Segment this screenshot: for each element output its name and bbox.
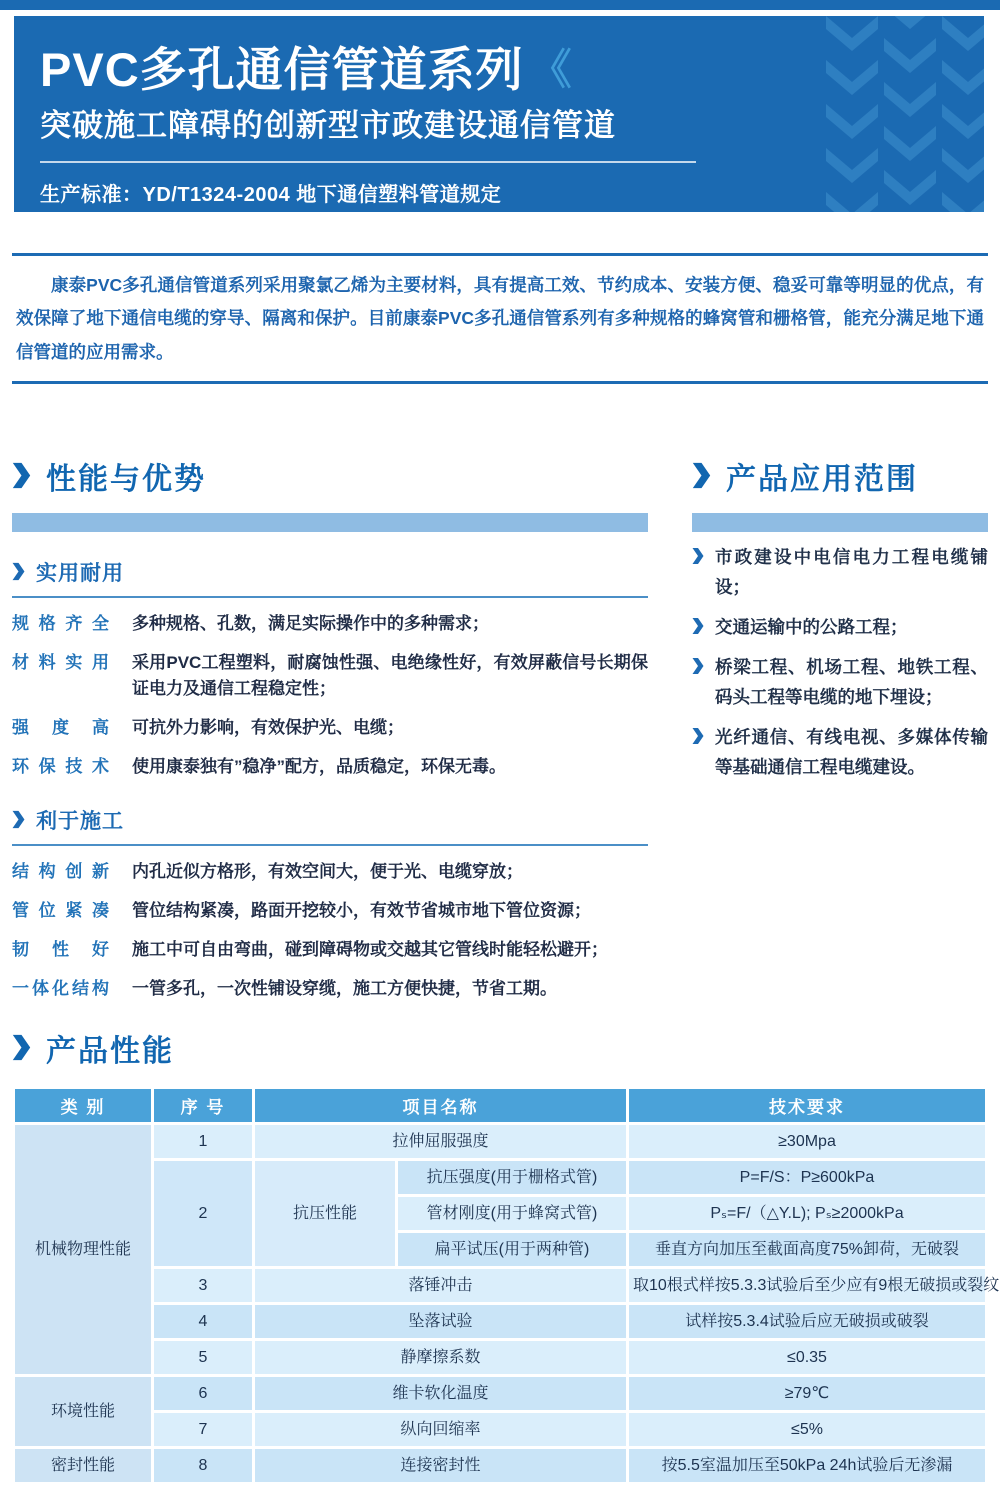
feature-label: 强度高 — [12, 717, 109, 737]
no-cell: 5 — [154, 1341, 252, 1374]
table-row — [15, 1449, 985, 1482]
feature-text: 一管多孔，一次性铺设穿缆，施工方便快捷，节省工期。 — [132, 978, 557, 998]
feature-text: 管位结构紧凑，路面开挖较小，有效节省城市地下管位资源； — [132, 900, 591, 920]
feature-label: 一体化结构 — [12, 978, 109, 998]
feature-item — [12, 754, 648, 780]
table-row — [15, 1125, 985, 1158]
item-cell: 纵向回缩率 — [255, 1413, 626, 1446]
feature-item — [12, 859, 648, 885]
application-text: 桥梁工程、机场工程、地铁工程、码头工程等电缆的地下埋设； — [715, 656, 988, 707]
feature-text: 内孔近似方格形，有效空间大，便于光、电缆穿放； — [132, 861, 523, 881]
application-item — [692, 652, 988, 712]
page-title: PVC多孔通信管道系列 — [40, 43, 524, 96]
feature-text: 多种规格、孔数，满足实际操作中的多种需求； — [132, 613, 489, 633]
feature-item — [12, 611, 648, 637]
requirement-cell: 取10根式样按5.3.3试验后至少应有9根无破损或裂纹 — [629, 1269, 985, 1302]
category-cell: 机械物理性能 — [15, 1125, 151, 1374]
column-header-requirement: 技术要求 — [629, 1089, 985, 1122]
feature-text: 使用康泰独有”稳净”配方，品质稳定，环保无毒。 — [132, 756, 506, 776]
section-accent-bar — [12, 513, 648, 532]
column-header-no: 序 号 — [154, 1089, 252, 1122]
no-cell: 8 — [154, 1449, 252, 1482]
column-header-item: 项目名称 — [255, 1089, 626, 1122]
sub-item-cell: 抗压强度(用于栅格式管) — [398, 1161, 626, 1194]
feature-label: 结构创新 — [12, 861, 109, 881]
feature-item — [12, 715, 648, 741]
section-title: 产品性能 — [46, 1034, 174, 1068]
subsection-title: 利于施工 — [36, 809, 124, 833]
requirement-cell: 垂直方向加压至截面高度75%卸荷，无破裂 — [629, 1233, 985, 1266]
item-cell: 拉伸屈服强度 — [255, 1125, 626, 1158]
feature-label: 规格齐全 — [12, 613, 109, 633]
requirement-cell: 按5.5室温加压至50kPa 24h试验后无渗漏 — [629, 1449, 985, 1482]
double-angle-left-icon: 《 — [529, 46, 572, 93]
subsection-construction — [12, 805, 648, 846]
banner-divider — [40, 161, 696, 163]
application-item — [692, 722, 988, 782]
section-accent-bar — [692, 513, 988, 532]
column-header-category: 类 别 — [15, 1089, 151, 1122]
category-cell: 密封性能 — [15, 1449, 151, 1482]
requirement-cell: 试样按5.3.4试验后应无破损或破裂 — [629, 1305, 985, 1338]
table-row — [15, 1413, 985, 1446]
performance-header — [12, 454, 648, 498]
table-row — [15, 1377, 985, 1410]
application-item — [692, 542, 988, 602]
subsection-durable — [12, 557, 648, 598]
page-subtitle: 突破施工障碍的创新型市政建设通信管道 — [40, 108, 616, 143]
product-performance-header — [12, 1026, 988, 1070]
feature-text: 可抗外力影响，有效保护光、电缆； — [132, 717, 404, 737]
feature-item — [12, 937, 648, 963]
chevron-right-icon — [692, 547, 704, 602]
no-cell: 3 — [154, 1269, 252, 1302]
section-title: 性能与优势 — [46, 462, 206, 496]
sub-item-cell: 管材刚度(用于蜂窝式管) — [398, 1197, 626, 1230]
applications-section — [692, 454, 988, 1002]
application-text: 交通运输中的公路工程； — [715, 616, 908, 637]
chevron-right-icon — [692, 727, 704, 782]
main-columns — [12, 454, 988, 1002]
no-cell: 6 — [154, 1377, 252, 1410]
feature-text: 采用PVC工程塑料，耐腐蚀性强、电绝缘性好，有效屏蔽信号长期保证电力及通信工程稳定性； — [132, 652, 648, 698]
feature-text: 施工中可自由弯曲，碰到障碍物或交越其它管线时能轻松避开； — [132, 939, 608, 959]
requirement-cell: ≤5% — [629, 1413, 985, 1446]
chevron-right-icon — [12, 562, 25, 581]
header-banner — [14, 16, 984, 212]
feature-label: 韧性好 — [12, 939, 109, 959]
no-cell: 7 — [154, 1413, 252, 1446]
item-cell: 落锤冲击 — [255, 1269, 626, 1302]
application-text: 市政建设中电信电力工程电缆铺设； — [715, 546, 988, 597]
feature-label: 材料实用 — [12, 652, 109, 672]
item-cell: 抗压性能 — [255, 1161, 395, 1266]
chevron-right-icon — [692, 617, 704, 642]
item-cell: 维卡软化温度 — [255, 1377, 626, 1410]
sub-item-cell: 扁平试压(用于两种管) — [398, 1233, 626, 1266]
requirement-cell: Pₛ=F/（△Y.L); Pₛ≥2000kPa — [629, 1197, 985, 1230]
chevron-right-icon — [12, 1033, 31, 1062]
no-cell: 1 — [154, 1125, 252, 1158]
table-row — [15, 1161, 985, 1194]
feature-label: 环保技术 — [12, 756, 109, 776]
category-cell: 环境性能 — [15, 1377, 151, 1446]
feature-item — [12, 650, 648, 702]
requirement-cell: ≤0.35 — [629, 1341, 985, 1374]
requirement-cell: ≥79℃ — [629, 1377, 985, 1410]
feature-item — [12, 976, 648, 1002]
performance-table — [12, 1086, 1000, 1485]
section-title: 产品应用范围 — [726, 462, 918, 496]
no-cell: 2 — [154, 1161, 252, 1266]
table-row — [15, 1305, 985, 1338]
subsection-title: 实用耐用 — [36, 561, 124, 585]
intro-bottom-rule — [12, 381, 988, 384]
application-item — [692, 612, 988, 642]
no-cell: 4 — [154, 1305, 252, 1338]
feature-item — [12, 898, 648, 924]
product-performance-section — [12, 1026, 1000, 1485]
banner-content — [14, 16, 984, 207]
chevron-right-icon — [692, 461, 711, 490]
table-row — [15, 1269, 985, 1302]
table-header-row — [15, 1089, 985, 1122]
item-cell: 连接密封性 — [255, 1449, 626, 1482]
feature-label: 管位紧凑 — [12, 900, 109, 920]
performance-section — [12, 454, 648, 1002]
application-text: 光纤通信、有线电视、多媒体传输等基础通信工程电缆建设。 — [715, 726, 988, 777]
requirement-cell: ≥30Mpa — [629, 1125, 985, 1158]
table-row — [15, 1341, 985, 1374]
chevron-right-icon — [12, 461, 31, 490]
chevron-right-icon — [692, 657, 704, 712]
production-standard: 生产标准：YD/T1324-2004 地下通信塑料管道规定 — [40, 184, 502, 206]
item-cell: 静摩擦系数 — [255, 1341, 626, 1374]
chevron-right-icon — [12, 810, 25, 829]
top-accent-strip — [0, 0, 1000, 10]
applications-header — [692, 454, 988, 498]
requirement-cell: P=F/S：P≥600kPa — [629, 1161, 985, 1194]
intro-paragraph: 康泰PVC多孔通信管道系列采用聚氯乙烯为主要材料，具有提高工效、节约成本、安装方便、稳妥可靠等明显的优点，有效保障了地下通信电缆的穿导、隔离和保护。目前康泰PVC多孔通信管系列有多种规格的蜂窝管和栅格管，能充分满足地下通信管道的应用需求。 — [16, 275, 984, 362]
item-cell: 坠落试验 — [255, 1305, 626, 1338]
